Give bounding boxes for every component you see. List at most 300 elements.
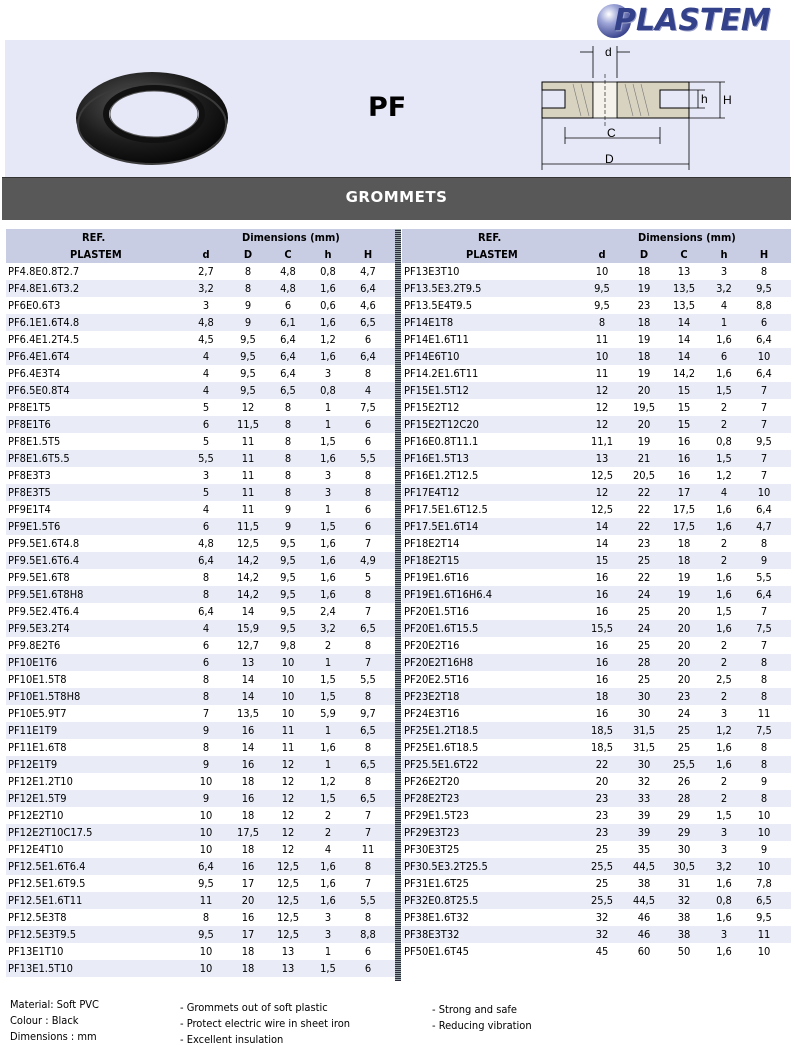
cell-C: 12: [281, 792, 295, 805]
cell-D: 12,7: [236, 639, 260, 652]
cell-h: 1,6: [320, 350, 336, 363]
cell-d: 16: [595, 571, 609, 584]
cell-d: 12,5: [590, 469, 614, 482]
cell-C: 4,8: [280, 265, 296, 278]
header-D: D: [243, 248, 253, 261]
table-row: [6, 399, 395, 416]
table-row: [402, 263, 791, 280]
table-row: [402, 280, 791, 297]
table-row: [6, 314, 395, 331]
cell-D: 46: [637, 911, 651, 924]
cell-H: 8: [760, 537, 768, 550]
cell-D: 25: [637, 673, 651, 686]
cell-C: 8: [284, 469, 292, 482]
cell-d: 20: [595, 775, 609, 788]
cell-H: 6,4: [360, 282, 376, 295]
cell-C: 8: [284, 452, 292, 465]
cell-C: 15: [677, 418, 691, 431]
cell-D: 11: [241, 503, 255, 516]
cell-C: 11: [281, 724, 295, 737]
cell-H: 7: [364, 826, 372, 839]
cell-ref: PF9.5E1.6T4.8: [8, 537, 80, 550]
cell-H: 6,5: [360, 792, 376, 805]
cell-h: 2: [720, 537, 728, 550]
cell-D: 28: [637, 656, 651, 669]
cell-D: 9: [244, 299, 252, 312]
cell-ref: PF9.5E3.2T4: [8, 622, 70, 635]
cell-h: 1,6: [320, 741, 336, 754]
cell-ref: PF9E1T4: [8, 503, 51, 516]
table-row: [402, 467, 791, 484]
cell-C: 9,5: [280, 571, 296, 584]
cell-ref: PF9.5E1.6T8H8: [8, 588, 84, 601]
cell-d: 8: [202, 571, 210, 584]
cell-d: 6,4: [198, 554, 214, 567]
table-row: [6, 552, 395, 569]
table-row: [6, 790, 395, 807]
table-row: [402, 773, 791, 790]
cell-D: 31,5: [632, 741, 656, 754]
cell-C: 20: [677, 656, 691, 669]
cell-C: 6,4: [280, 333, 296, 346]
cell-H: 7,5: [756, 622, 772, 635]
table-row: [6, 943, 395, 960]
cell-D: 23: [637, 537, 651, 550]
brand-logo: [594, 2, 784, 40]
cell-D: 17: [241, 877, 255, 890]
cell-D: 30: [637, 758, 651, 771]
label-C: C: [607, 126, 616, 140]
table-row: [402, 620, 791, 637]
cell-C: 25,5: [672, 758, 696, 771]
cell-H: 5,5: [756, 571, 772, 584]
cell-D: 9,5: [240, 350, 256, 363]
cell-ref: PF12.5E3T9.5: [8, 928, 77, 941]
cell-H: 11: [361, 843, 375, 856]
cell-ref: PF19E1.6T16H6.4: [404, 588, 493, 601]
cell-D: 38: [637, 877, 651, 890]
cell-d: 9,5: [594, 299, 610, 312]
table-row: [402, 535, 791, 552]
cell-D: 19: [637, 367, 651, 380]
cell-H: 8: [364, 690, 372, 703]
cell-C: 14: [677, 350, 691, 363]
cell-H: 4,7: [360, 265, 376, 278]
cell-d: 6,4: [198, 860, 214, 873]
cell-D: 30: [637, 690, 651, 703]
cell-h: 1: [324, 758, 332, 771]
cell-h: 3: [720, 928, 728, 941]
cell-h: 1: [324, 656, 332, 669]
cell-D: 14,2: [236, 554, 260, 567]
cell-D: 8: [244, 282, 252, 295]
cell-H: 6,5: [360, 758, 376, 771]
cell-C: 24: [677, 707, 691, 720]
cell-h: 4: [324, 843, 332, 856]
cell-d: 8: [202, 690, 210, 703]
cell-C: 12,5: [276, 911, 300, 924]
label-d: d: [605, 45, 612, 59]
cell-ref: PF17E4T12: [404, 486, 460, 499]
cell-H: 7,8: [756, 877, 772, 890]
cell-h: 2: [720, 656, 728, 669]
cell-ref: PF50E1.6T45: [404, 945, 469, 958]
cell-H: 6,5: [360, 316, 376, 329]
cell-ref: PF12E2T10: [8, 809, 64, 822]
cell-H: 8: [760, 265, 768, 278]
cell-ref: PF13E1T10: [8, 945, 64, 958]
cell-d: 14: [595, 520, 609, 533]
table-row: [6, 773, 395, 790]
cell-D: 16: [241, 911, 255, 924]
header-ref: REF.: [82, 231, 106, 244]
cell-d: 10: [199, 843, 213, 856]
cell-D: 17,5: [236, 826, 260, 839]
cell-C: 9,8: [280, 639, 296, 652]
cell-D: 19,5: [632, 401, 656, 414]
cell-ref: PF9.5E2.4T6.4: [8, 605, 80, 618]
cell-ref: PF10E5.9T7: [8, 707, 67, 720]
cell-D: 12: [241, 401, 255, 414]
cell-h: 6: [720, 350, 728, 363]
cell-H: 4: [364, 384, 372, 397]
cell-ref: PF17.5E1.6T14: [404, 520, 479, 533]
cell-H: 4,6: [360, 299, 376, 312]
cell-ref: PF12E2T10C17.5: [8, 826, 93, 839]
cell-h: 1,6: [716, 622, 732, 635]
cell-C: 9: [284, 503, 292, 516]
cell-h: 1: [324, 401, 332, 414]
cell-C: 17,5: [672, 503, 696, 516]
cell-h: 1,2: [320, 333, 336, 346]
cell-H: 7: [760, 639, 768, 652]
cell-h: 1,6: [320, 571, 336, 584]
cell-ref: PF8E3T5: [8, 486, 51, 499]
cell-d: 16: [595, 605, 609, 618]
cell-C: 16: [677, 469, 691, 482]
cell-ref: PF8E3T3: [8, 469, 51, 482]
cell-C: 30,5: [672, 860, 696, 873]
cell-H: 6,4: [756, 367, 772, 380]
cell-ref: PF12E1.2T10: [8, 775, 73, 788]
cell-d: 5,5: [198, 452, 214, 465]
cell-h: 3,2: [716, 860, 732, 873]
cell-D: 14: [241, 605, 255, 618]
cell-h: 2,4: [320, 605, 336, 618]
cell-d: 25: [595, 843, 609, 856]
table-row: [6, 280, 395, 297]
cell-ref: PF9.8E2T6: [8, 639, 61, 652]
table-row: [402, 705, 791, 722]
cell-C: 6,5: [280, 384, 296, 397]
cell-h: 1,6: [716, 333, 732, 346]
cell-H: 7: [364, 537, 372, 550]
cell-D: 18: [637, 265, 651, 278]
cell-ref: PF10E1.5T8: [8, 673, 67, 686]
cell-h: 3: [720, 826, 728, 839]
cell-D: 25: [637, 639, 651, 652]
cell-C: 6,4: [280, 350, 296, 363]
cell-C: 50: [677, 945, 691, 958]
table-row: [402, 399, 791, 416]
cell-ref: PF16E1.5T13: [404, 452, 469, 465]
cell-ref: PF8E1T6: [8, 418, 51, 431]
table-row: [6, 620, 395, 637]
cell-H: 6: [364, 418, 372, 431]
cell-d: 6: [202, 639, 210, 652]
cell-h: 2: [720, 639, 728, 652]
cell-D: 16: [241, 724, 255, 737]
table-row: [402, 518, 791, 535]
cell-d: 8: [202, 741, 210, 754]
cell-H: 5: [364, 571, 372, 584]
cell-H: 6: [364, 503, 372, 516]
table-row: [402, 297, 791, 314]
cell-D: 16: [241, 758, 255, 771]
cell-ref: PF31E1.6T25: [404, 877, 469, 890]
cell-h: 1,6: [320, 282, 336, 295]
cell-ref: PF8E1.5T5: [8, 435, 61, 448]
cell-D: 25: [637, 554, 651, 567]
cell-h: 4: [720, 486, 728, 499]
cell-h: 1,2: [716, 469, 732, 482]
cell-d: 10: [199, 809, 213, 822]
table-row: [6, 875, 395, 892]
cell-h: 1,6: [716, 367, 732, 380]
cell-d: 32: [595, 911, 609, 924]
header-C: C: [680, 248, 688, 261]
cell-C: 9,5: [280, 554, 296, 567]
cell-C: 16: [677, 452, 691, 465]
cell-h: 1,6: [320, 554, 336, 567]
cell-D: 9,5: [240, 367, 256, 380]
cell-h: 1,5: [320, 435, 336, 448]
cell-d: 10: [199, 945, 213, 958]
cell-h: 2: [720, 690, 728, 703]
table-row: [6, 450, 395, 467]
cell-d: 9: [202, 724, 210, 737]
cell-D: 39: [637, 809, 651, 822]
cell-C: 8: [284, 418, 292, 431]
cell-C: 26: [677, 775, 691, 788]
cell-C: 9,5: [280, 605, 296, 618]
cell-H: 8: [364, 911, 372, 924]
cell-ref: PF11E1.6T8: [8, 741, 67, 754]
cell-H: 10: [757, 945, 771, 958]
cell-ref: PF14E1T8: [404, 316, 454, 329]
table-row: [6, 501, 395, 518]
cell-h: 1,6: [716, 911, 732, 924]
cell-h: 2: [324, 809, 332, 822]
header-H: H: [363, 248, 373, 261]
cell-h: 1,5: [716, 809, 732, 822]
cell-C: 14: [677, 333, 691, 346]
footer-features: [180, 1000, 350, 1045]
cell-h: 2: [720, 554, 728, 567]
cell-h: 1,5: [320, 792, 336, 805]
feature-item: - Excellent insulation: [180, 1033, 284, 1045]
cell-d: 3: [202, 299, 210, 312]
cell-C: 12,5: [276, 860, 300, 873]
cell-ref: PF18E2T15: [404, 554, 460, 567]
cell-D: 31,5: [632, 724, 656, 737]
cell-C: 12: [281, 826, 295, 839]
cell-h: 3: [324, 486, 332, 499]
cell-C: 8: [284, 401, 292, 414]
table-row: [402, 603, 791, 620]
cell-d: 9,5: [198, 928, 214, 941]
brand-name: PLASTEM: [614, 3, 771, 38]
spec-dimensions: Dimensions : mm: [10, 1030, 97, 1043]
table-row: [402, 722, 791, 739]
cell-h: 1,5: [716, 605, 732, 618]
cell-D: 14,2: [236, 588, 260, 601]
cell-ref: PF18E2T14: [404, 537, 460, 550]
cell-d: 16: [595, 656, 609, 669]
cell-d: 8: [202, 911, 210, 924]
cell-h: 2: [720, 401, 728, 414]
cell-C: 13: [677, 265, 691, 278]
cell-ref: PF24E3T16: [404, 707, 460, 720]
cell-ref: PF20E2.5T16: [404, 673, 469, 686]
cell-D: 18: [241, 775, 255, 788]
cell-H: 11: [757, 707, 771, 720]
cell-ref: PF38E1.6T32: [404, 911, 469, 924]
table-right: [402, 229, 791, 960]
cell-ref: PF10E1.5T8H8: [8, 690, 81, 703]
header-dimensions: Dimensions (mm): [638, 231, 736, 244]
cell-ref: PF6.4E1.2T4.5: [8, 333, 80, 346]
cell-d: 9,5: [198, 877, 214, 890]
cell-d: 14: [595, 537, 609, 550]
cell-D: 14: [241, 690, 255, 703]
cell-D: 22: [637, 486, 651, 499]
cell-D: 14: [241, 673, 255, 686]
cell-h: 1,6: [716, 571, 732, 584]
cell-h: 2: [720, 418, 728, 431]
cell-ref: PF25E1.2T18.5: [404, 724, 479, 737]
product-code: PF: [368, 92, 407, 123]
cell-d: 10: [199, 826, 213, 839]
cell-D: 9,5: [240, 333, 256, 346]
cell-D: 46: [637, 928, 651, 941]
cell-H: 7: [364, 605, 372, 618]
cell-C: 4,8: [280, 282, 296, 295]
cell-D: 14,2: [236, 571, 260, 584]
label-h: h: [701, 92, 708, 106]
cell-D: 19: [637, 282, 651, 295]
cell-C: 6: [284, 299, 292, 312]
cell-D: 13: [241, 656, 255, 669]
cell-ref: PF12.5E1.6T6.4: [8, 860, 86, 873]
cell-D: 15,9: [236, 622, 260, 635]
cell-ref: PF12.5E1.6T11: [8, 894, 83, 907]
technical-drawing: [525, 42, 750, 174]
cell-d: 12: [595, 486, 609, 499]
header-h: h: [720, 248, 728, 261]
cell-D: 20: [637, 418, 651, 431]
cell-C: 11: [281, 741, 295, 754]
cell-H: 7: [760, 605, 768, 618]
cell-C: 12,5: [276, 894, 300, 907]
cell-d: 6,4: [198, 605, 214, 618]
cell-H: 8: [760, 656, 768, 669]
cell-d: 4: [202, 503, 210, 516]
cell-H: 5,5: [360, 894, 376, 907]
cell-d: 8: [598, 316, 606, 329]
table-row: [402, 365, 791, 382]
table-row: [6, 960, 395, 977]
table-row: [402, 331, 791, 348]
cell-C: 8: [284, 435, 292, 448]
table-header-row: [402, 229, 791, 246]
cell-C: 14: [677, 316, 691, 329]
table-row: [6, 892, 395, 909]
table-row: [6, 926, 395, 943]
cell-ref: PF15E2T12: [404, 401, 460, 414]
cell-D: 9,5: [240, 384, 256, 397]
cell-H: 7: [760, 384, 768, 397]
cell-h: 3: [324, 469, 332, 482]
table-row: [402, 875, 791, 892]
cell-H: 8: [364, 860, 372, 873]
header-C: C: [284, 248, 292, 261]
table-row: [6, 909, 395, 926]
cell-d: 4: [202, 350, 210, 363]
cell-H: 9,5: [756, 911, 772, 924]
cell-H: 6: [364, 520, 372, 533]
cell-D: 20,5: [632, 469, 656, 482]
table-row: [6, 824, 395, 841]
table-row: [6, 331, 395, 348]
cell-C: 32: [677, 894, 691, 907]
cell-d: 11: [199, 894, 213, 907]
cell-H: 5,5: [360, 673, 376, 686]
cell-C: 25: [677, 741, 691, 754]
table-row: [402, 756, 791, 773]
cell-C: 13: [281, 962, 295, 975]
cell-ref: PF29E3T23: [404, 826, 460, 839]
cell-d: 12: [595, 418, 609, 431]
table-row: [6, 382, 395, 399]
cell-ref: PF8E1.6T5.5: [8, 452, 70, 465]
cell-h: 0,8: [320, 384, 336, 397]
cell-d: 23: [595, 826, 609, 839]
cell-H: 6,4: [360, 350, 376, 363]
cell-d: 18,5: [590, 724, 614, 737]
cell-D: 14: [241, 741, 255, 754]
cell-h: 1,6: [716, 758, 732, 771]
cell-D: 35: [637, 843, 651, 856]
cell-d: 22: [595, 758, 609, 771]
cell-H: 7: [760, 452, 768, 465]
cell-h: 1,5: [320, 520, 336, 533]
cell-h: 2: [324, 639, 332, 652]
cell-h: 1: [324, 503, 332, 516]
cell-D: 20: [241, 894, 255, 907]
cell-D: 8: [244, 265, 252, 278]
cell-h: 1: [324, 945, 332, 958]
cell-H: 6: [364, 333, 372, 346]
cell-D: 19: [637, 435, 651, 448]
cell-d: 23: [595, 792, 609, 805]
cell-d: 12: [595, 384, 609, 397]
cell-h: 4: [720, 299, 728, 312]
cell-D: 12,5: [236, 537, 260, 550]
cell-ref: PF15E1.5T12: [404, 384, 469, 397]
cell-h: 1,5: [716, 452, 732, 465]
cell-D: 18: [241, 962, 255, 975]
